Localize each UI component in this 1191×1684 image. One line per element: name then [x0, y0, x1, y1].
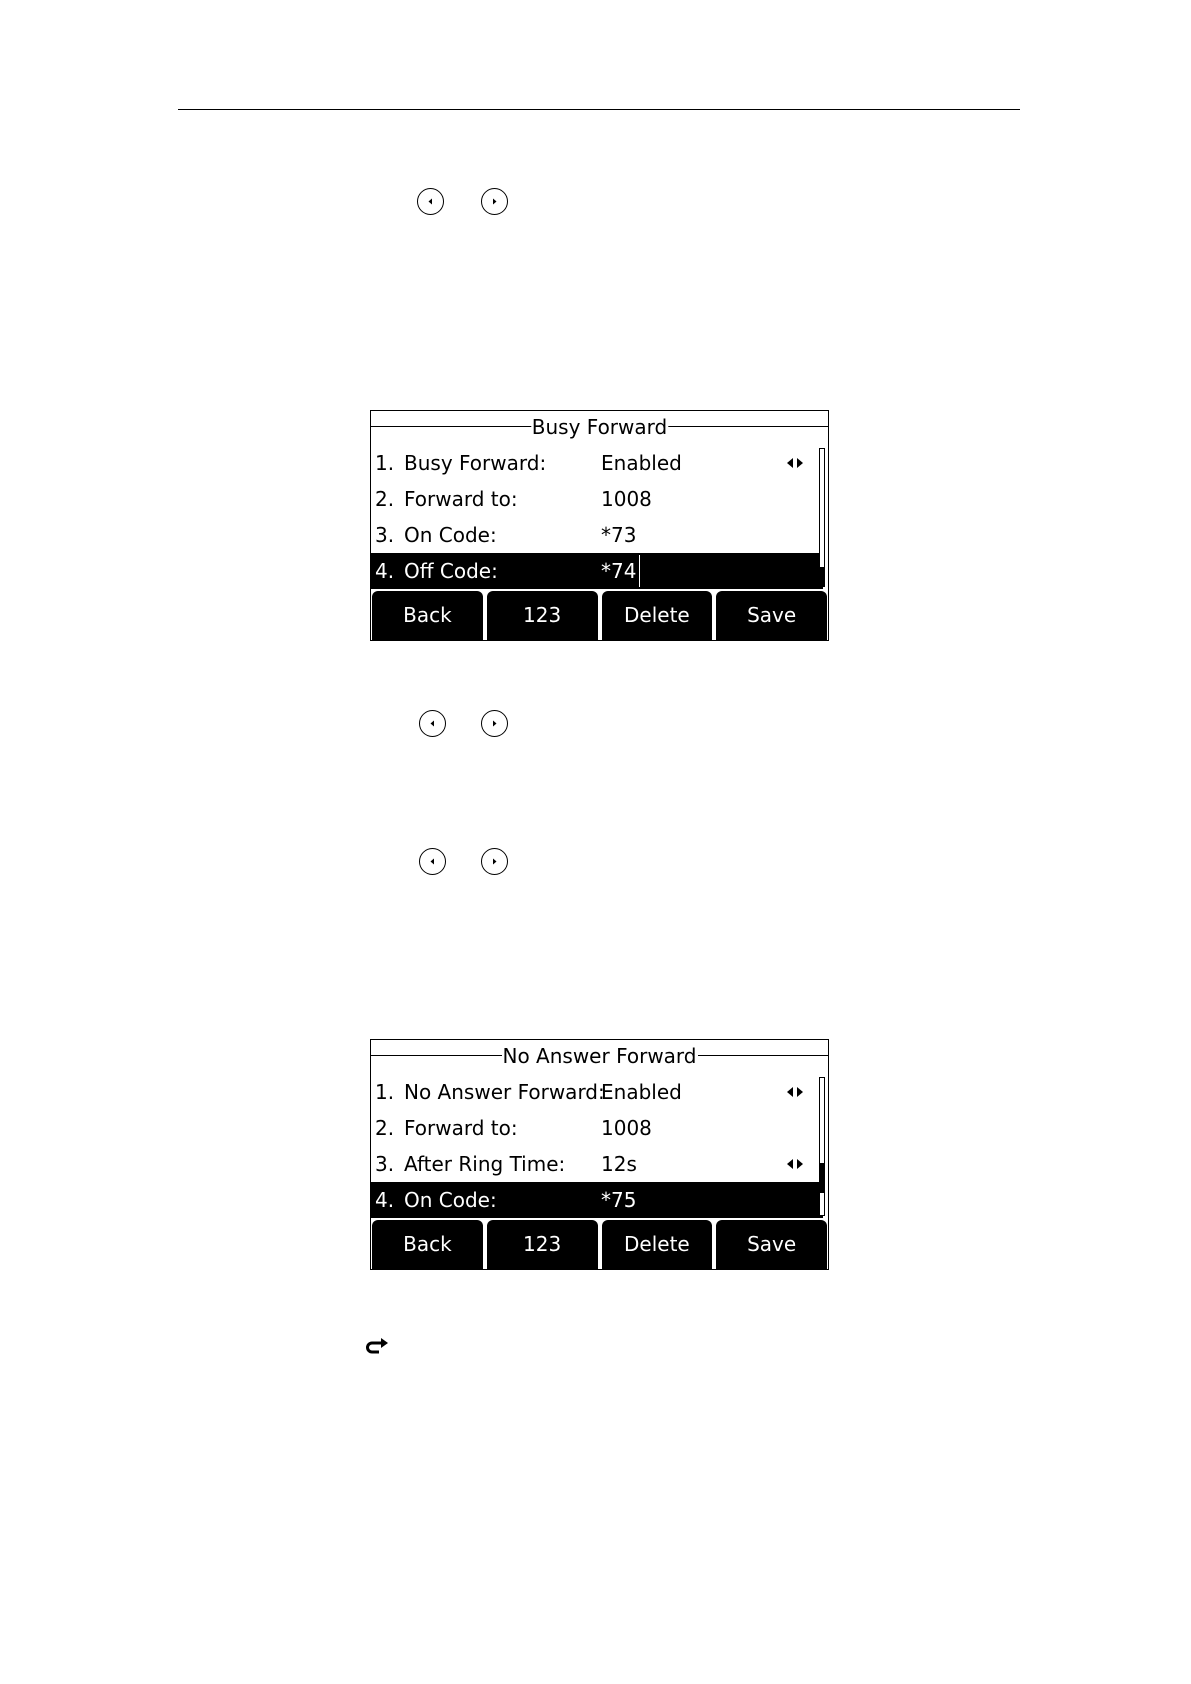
row-value: 1008 [601, 487, 652, 511]
scrollbar-thumb[interactable] [820, 1163, 824, 1193]
row-index: 2. [375, 487, 395, 511]
left-navigation-key-icon [417, 188, 444, 215]
menu-row-forward-to[interactable] [371, 1110, 823, 1146]
delete-softkey[interactable]: Delete [602, 591, 713, 640]
call-forward-icon [365, 1338, 389, 1358]
row-label: On Code: [404, 523, 497, 547]
save-softkey[interactable]: Save [716, 1220, 827, 1269]
row-value: Enabled [601, 451, 682, 475]
screen-title: No Answer Forward [502, 1044, 697, 1068]
right-navigation-key-icon [481, 848, 508, 875]
row-index: 3. [375, 1152, 395, 1176]
scrollbar[interactable] [819, 1077, 825, 1216]
row-label: Busy Forward: [404, 451, 547, 475]
row-label: No Answer Forward: [404, 1080, 605, 1104]
back-softkey[interactable]: Back [372, 591, 483, 640]
header-rule [178, 109, 1020, 110]
row-label: Forward to: [404, 1116, 518, 1140]
left-navigation-key-icon [419, 710, 446, 737]
save-softkey[interactable]: Save [716, 591, 827, 640]
row-label: After Ring Time: [404, 1152, 566, 1176]
menu-row-on-code[interactable] [371, 1182, 823, 1218]
row-index: 1. [375, 1080, 395, 1104]
right-navigation-key-icon [481, 710, 508, 737]
row-index: 3. [375, 523, 395, 547]
menu-row-no-answer-forward[interactable] [371, 1074, 823, 1110]
row-index: 4. [375, 1188, 395, 1212]
text-cursor [639, 555, 640, 587]
menu-row-after-ring-time[interactable] [371, 1146, 823, 1182]
screen-title-bar [371, 1040, 828, 1072]
no-answer-forward-screen [370, 1039, 829, 1270]
row-value-input[interactable]: *75 [601, 1188, 637, 1212]
left-right-arrows-icon[interactable] [787, 458, 803, 468]
menu-row-on-code[interactable] [371, 517, 823, 553]
row-label: On Code: [404, 1188, 497, 1212]
right-navigation-key-icon [481, 188, 508, 215]
row-index: 1. [375, 451, 395, 475]
row-value: Enabled [601, 1080, 682, 1104]
left-right-arrows-icon[interactable] [787, 1159, 803, 1169]
screen-title: Busy Forward [531, 415, 668, 439]
left-right-arrows-icon[interactable] [787, 1087, 803, 1097]
row-index: 4. [375, 559, 395, 583]
row-value: *73 [601, 523, 637, 547]
row-label: Forward to: [404, 487, 518, 511]
back-softkey[interactable]: Back [372, 1220, 483, 1269]
row-label: Off Code: [404, 559, 498, 583]
menu-row-off-code[interactable] [371, 553, 823, 589]
row-index: 2. [375, 1116, 395, 1140]
input-mode-softkey[interactable]: 123 [487, 591, 598, 640]
scrollbar[interactable] [819, 448, 825, 587]
row-value: 1008 [601, 1116, 652, 1140]
softkey-bar [371, 591, 828, 640]
menu-row-busy-forward[interactable] [371, 445, 823, 481]
busy-forward-screen [370, 410, 829, 641]
row-value: 12s [601, 1152, 637, 1176]
left-navigation-key-icon [419, 848, 446, 875]
softkey-bar [371, 1220, 828, 1269]
menu-row-forward-to[interactable] [371, 481, 823, 517]
screen-title-bar [371, 411, 828, 443]
input-mode-softkey[interactable]: 123 [487, 1220, 598, 1269]
delete-softkey[interactable]: Delete [602, 1220, 713, 1269]
row-value-input[interactable]: *74 [601, 559, 637, 583]
scrollbar-thumb[interactable] [820, 567, 824, 586]
